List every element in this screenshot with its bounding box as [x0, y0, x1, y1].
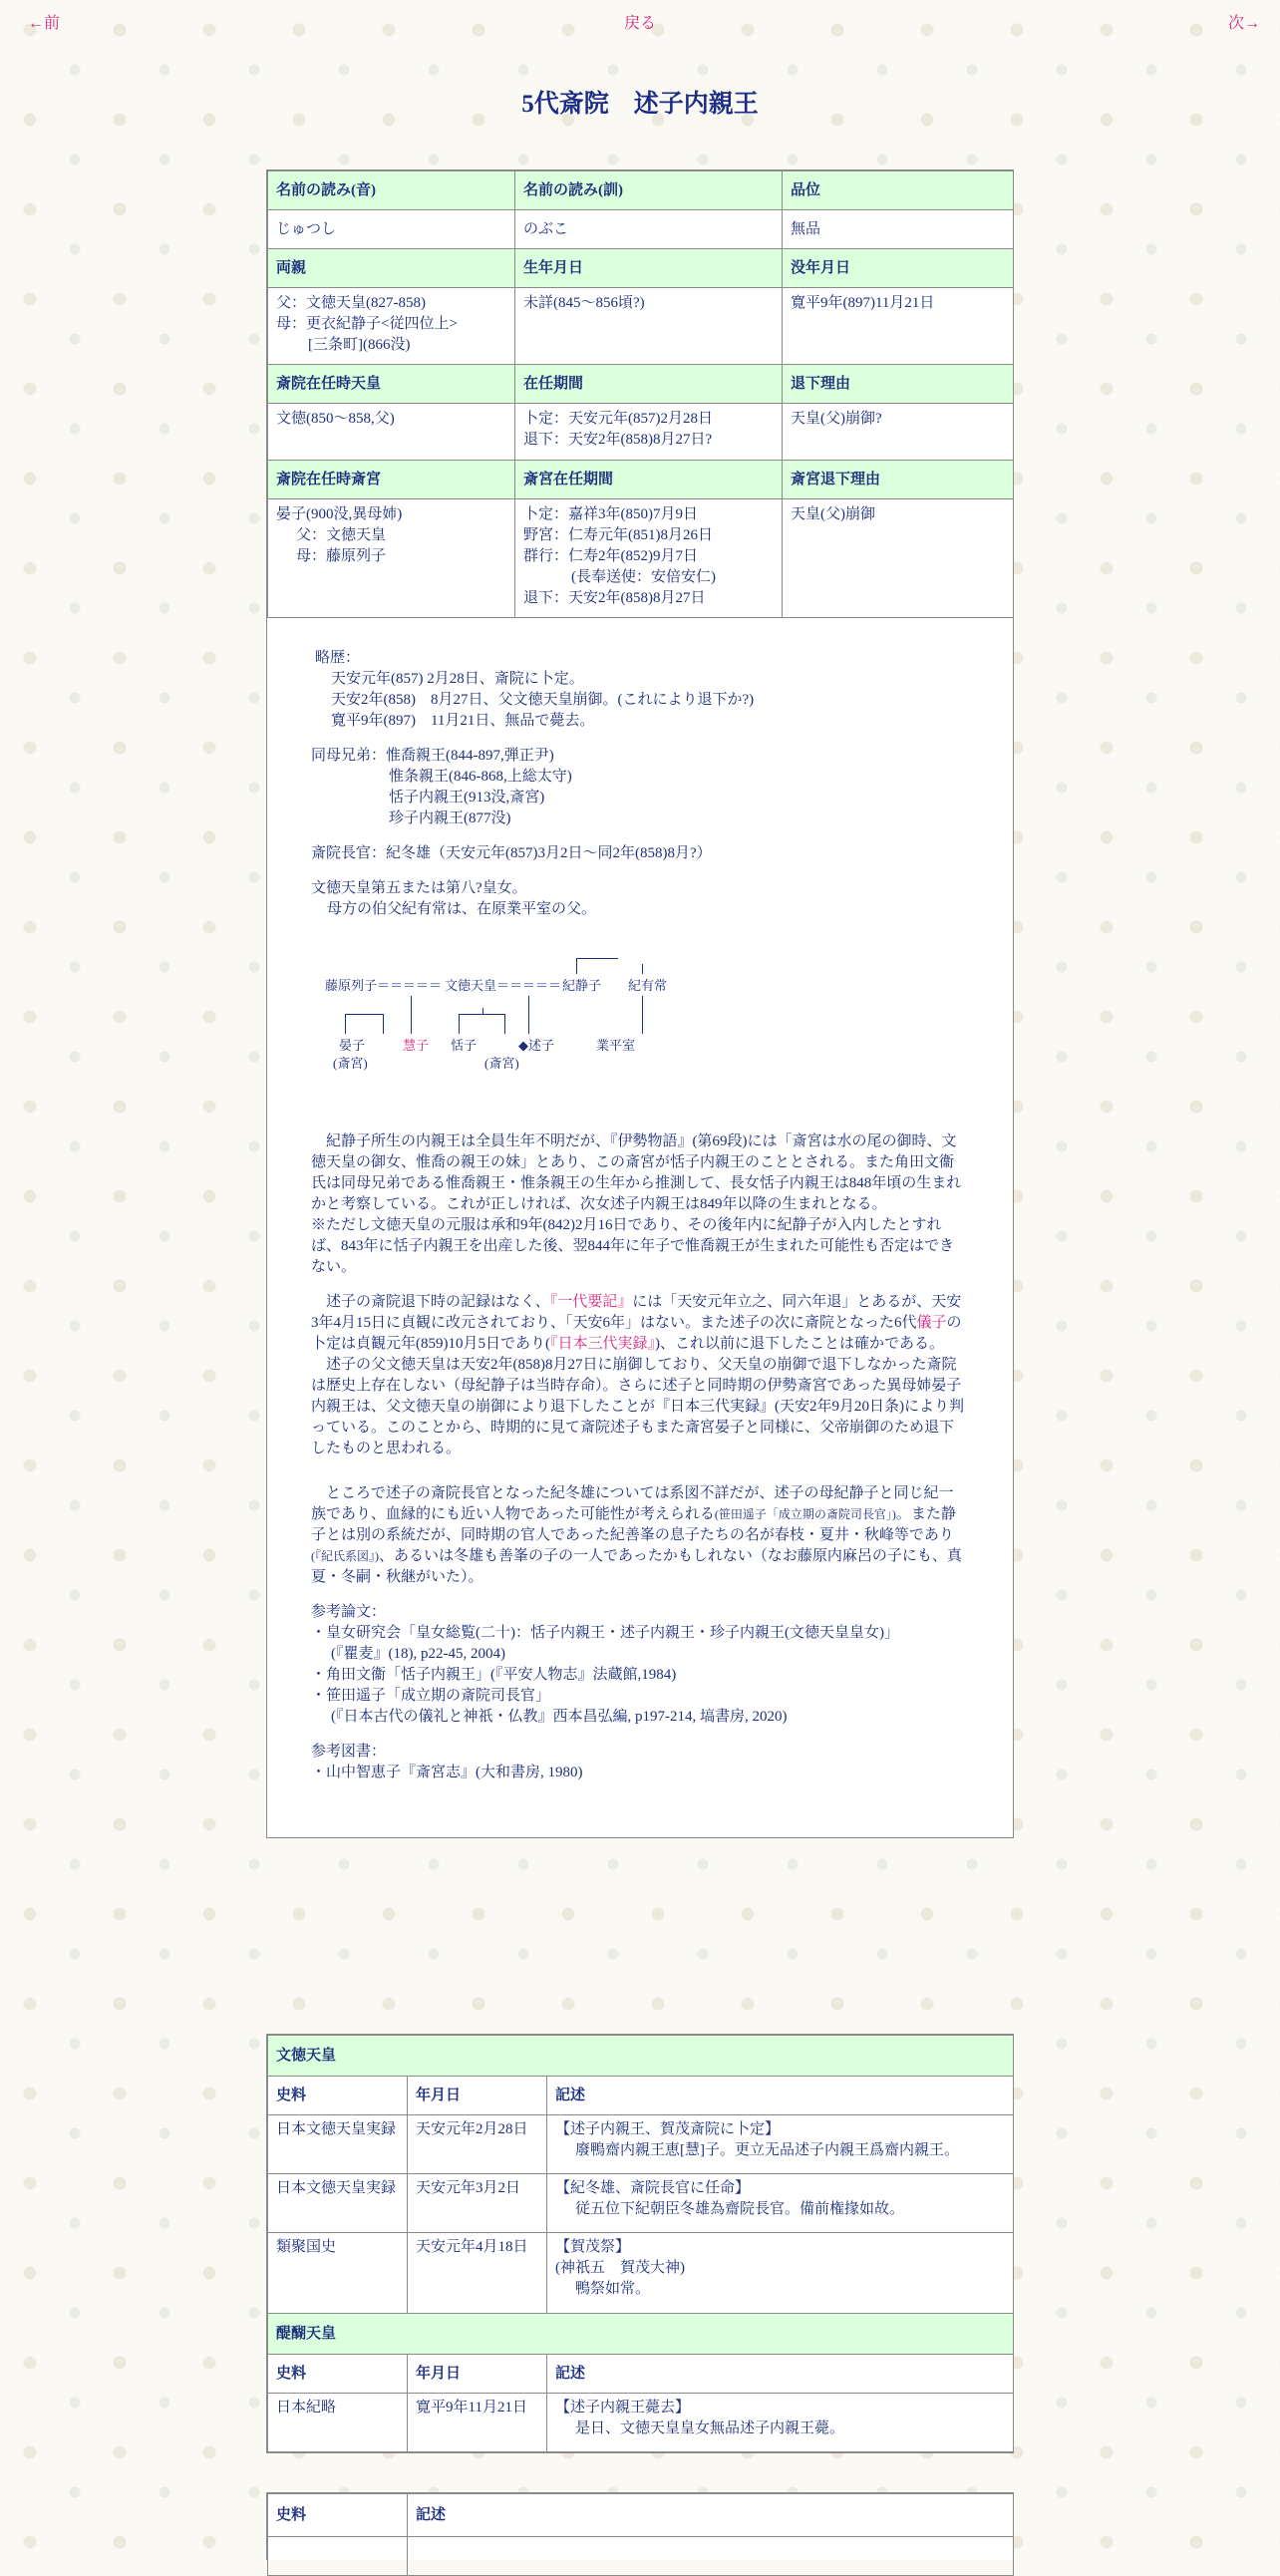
sibling-4: 珍子内親王(877没) [389, 810, 511, 826]
rank: 無品 [783, 210, 1014, 249]
genea-anshi-note: (斎宮) [333, 1056, 368, 1071]
back-link[interactable]: 戻る [623, 15, 656, 32]
genea-tenshi: 恬子 [451, 1038, 478, 1053]
header-parents: 両親 [268, 249, 515, 288]
profile-box [266, 169, 1014, 1838]
profile-table [267, 170, 1014, 618]
col-source: 史料 [268, 2077, 408, 2115]
record-source: 日本紀略 [268, 2394, 408, 2452]
col-date-2: 年月日 [408, 2355, 547, 2394]
reference-2: ・角田文衞「恬子内親王」(『平安人物志』法蔵館,1984) [311, 1667, 677, 1683]
sources-box [266, 2492, 1014, 2560]
table-row [268, 2394, 1014, 2452]
saigu-period-2: 野宮：仁寿元年(851)8月26日 [523, 527, 713, 543]
emperor: 文徳(850～858,父) [268, 404, 515, 461]
header-reason: 退下理由 [783, 365, 1014, 404]
header-birth: 生年月日 [515, 249, 783, 288]
saigu-period-5: 退下：天安2年(858)8月27日 [523, 590, 706, 606]
sibling-2: 惟条親王(846-868,上総太守) [389, 769, 572, 785]
reference-3-source: (『日本古代の儀礼と神祇・仏教』西本昌弘編, p197-214, 塙書房, 2020) [331, 1709, 788, 1725]
genealogy-diagram [311, 958, 967, 1108]
books-heading: 参考図書： [311, 1744, 387, 1760]
header-reading-on: 名前の読み(音) [268, 171, 515, 210]
death-date: 寛平9年(897)11月21日 [783, 288, 1014, 365]
header-rank: 品位 [783, 171, 1014, 210]
genea-aritsune: 紀有常 [628, 978, 668, 993]
genea-jutsushi: ◆述子 [518, 1038, 554, 1053]
period-cell [515, 404, 783, 461]
career-3: 寛平9年(897) 11月21日、無品で薨去。 [331, 713, 595, 729]
header-saigu: 斎院在任時斎宮 [268, 461, 515, 499]
record-desc: 【紀冬雄、斎院長官に任命】 従五位下紀朝臣冬雄為齋院長官。備前権掾如故。 [547, 2174, 1014, 2233]
saigu-reason: 天皇(父)崩御 [783, 499, 1014, 618]
genea-kinoshizuko: 紀静子 [562, 978, 602, 993]
header-reading-kun: 名前の読み(訓) [515, 171, 783, 210]
book-1: ・山中智恵子『斎宮志』(大和書房, 1980) [311, 1765, 583, 1780]
ref-sasada: (笹田遥子「成立期の斎院司長官」) [714, 1507, 896, 1521]
paragraph-1: 紀静子所生の内親王は全員生年不明だが、『伊勢物語』(第69段)には「斎宮は水の尾の御時、文徳天皇の御女、惟喬の親王の妹」とあり、この斎宮が恬子内親王のこととされる。また角田文衞氏は同母兄弟である惟喬親王・惟条親王の生年から推測して、長女恬子内親王は848年頃の生まれかと考察している。これが正しければ、次女述子内親王は849年以降の生まれとなる。 [311, 1133, 962, 1212]
saigu-period-4: (長奉送使：安倍安仁) [571, 569, 716, 585]
record-source: 類聚国史 [268, 2233, 408, 2314]
genea-jutsushi-note: (斎宮) [484, 1056, 519, 1071]
father: 父：文徳天皇(827-858) [276, 295, 426, 311]
col-source-2: 史料 [268, 2355, 408, 2394]
record-desc: 【賀茂祭】 (神祇五 賀茂大神) 鴨祭如常。 [547, 2233, 1014, 2314]
emperor-daigo-heading: 醍醐天皇 [268, 2314, 1014, 2355]
saigu-mother: 母：藤原列子 [296, 548, 387, 564]
birth-date: 未詳(845～856頃?) [515, 288, 783, 365]
saigu-period-1: 卜定：嘉祥3年(850)7月9日 [523, 506, 698, 522]
paragraph-3: 述子の父文徳天皇は天安2年(858)8月27日に崩御しており、父天皇の崩御で退下しなかった斎院は歴史上存在しない（母紀静子は当時存命）。さらに述子と同時期の伊勢斎宮であった異母姉晏子内親王は、父文徳天皇の崩御により退下したことが『日本三代実録』(天安2年9月20日条)により判っている。このことから、時期的に見て斎院述子もまた斎宮晏子と同様に、父帝崩御のため退下したものと思われる。 [311, 1357, 964, 1456]
parents-cell [268, 288, 515, 365]
col-desc: 記述 [547, 2077, 1014, 2115]
saigu-name: 晏子(900没,異母姉) [276, 506, 403, 522]
page-title: 5代斎院 述子内親王 [521, 91, 759, 118]
career-2: 天安2年(858) 8月27日、父文徳天皇崩御。(これにより退下か?) [331, 692, 755, 708]
sandai-jitsuroku-link[interactable]: 『日本三代実録』 [550, 1336, 656, 1352]
records-table [267, 2035, 1014, 2452]
col-desc-2: 記述 [547, 2355, 1014, 2394]
references-heading: 参考論文： [311, 1604, 387, 1620]
record-desc: 【述子内親王、賀茂斎院に卜定】 廢鴨齋内親王恵[慧]子。更立无品述子内親王爲齋内親王。 [547, 2115, 1014, 2174]
paragraph-2: 述子の斎院退下時の記録はなく、『一代要記』には「天安元年立之、同六年退」とあるが、天安3年4月15日に貞観に改元されており、「天安6年」はない。また述子の次に斎院となった6代儀子の卜定は貞観元年(859)10月5日であり(『日本三代実録』)、これ以前に退下したことは確かである。 [311, 1294, 962, 1352]
sibling-1: 惟喬親王(844-897,弾正尹) [386, 748, 554, 764]
header-death: 没年月日 [783, 249, 1014, 288]
career-1: 天安元年(857) 2月28日、斎院に卜定。 [331, 671, 584, 687]
record-date: 天安元年4月18日 [408, 2233, 547, 2314]
next-link[interactable]: 次→ [1227, 15, 1260, 32]
career-heading: 略歴： [315, 650, 361, 666]
genea-keishi-link[interactable]: 慧子 [403, 1038, 430, 1053]
reference-1-source: (『瞿麦』(18), p22-45, 2004) [331, 1646, 505, 1662]
reading-on: じゅつし [268, 210, 515, 249]
genea-eq1: ＝＝＝＝＝ [377, 978, 443, 993]
retire-reason: 天皇(父)崩御? [783, 404, 1014, 461]
table-row [268, 2233, 1014, 2314]
prev-link[interactable]: ←前 [28, 15, 61, 32]
record-source: 日本文徳天皇実録 [268, 2115, 408, 2174]
reference-1: ・皇女研究会「皇女総覧(二十)：恬子内親王・述子内親王・珍子内親王(文徳天皇皇女)」 [311, 1625, 899, 1641]
period-start: 卜定：天安元年(857)2月28日 [523, 411, 713, 427]
records-box [266, 2034, 1014, 2453]
gishi-link[interactable]: 儀子 [916, 1315, 947, 1331]
header-saigu-period: 斎宮在任期間 [515, 461, 783, 499]
sources-col-source: 史料 [268, 2494, 408, 2537]
genea-eq2: ＝＝＝＝＝ [496, 978, 562, 993]
sibling-3: 恬子内親王(913没,斎宮) [389, 790, 545, 805]
biography [267, 618, 1013, 1837]
header-saigu-reason: 斎宮退下理由 [783, 461, 1014, 499]
table-row [268, 2174, 1014, 2233]
genea-montoku: 文徳天皇 [445, 978, 497, 993]
siblings-heading: 同母兄弟： [311, 748, 387, 764]
mother: 母：更衣紀静子<従四位上> [276, 316, 458, 332]
record-desc: 【述子内親王薨去】 是日、文徳天皇皇女無品述子内親王薨。 [547, 2394, 1014, 2452]
col-date: 年月日 [408, 2077, 547, 2115]
saigu-father: 父：文徳天皇 [296, 527, 387, 543]
paragraph-1-note: ※ただし文徳天皇の元服は承和9年(842)2月16日であり、その後年内に紀静子が入内したとすれば、843年に恬子内親王を出産した後、翌844年に年子で惟喬親王が生まれた可能性も否定はできない。 [311, 1217, 955, 1275]
genea-narihira: 業平室 [596, 1038, 636, 1053]
chief-officer: 斎院長官：紀冬雄（天安元年(857)3月2日～同2年(858)8月?） [311, 845, 712, 861]
record-date: 天安元年3月2日 [408, 2174, 547, 2233]
genea-fujiwara: 藤原列子 [325, 978, 378, 993]
sources-col-desc: 記述 [408, 2494, 1014, 2537]
description-1: 文徳天皇第五または第八?皇女。 [311, 880, 527, 896]
ref-kishi: (『紀氏系図』) [311, 1549, 379, 1563]
paragraph-4: ところで述子の斎院長官となった紀冬雄については系図不詳だが、述子の母紀静子と同じ紀一族であり、血縁的にも近い人物であった可能性が考えられる(笹田遥子「成立期の斎院司長官」)。また静子とは別の系統だが、同時期の官人であった紀善峯の息子たちの名が春枝・夏井・秋峰等であり(『紀氏系図』)、あるいは冬雄も善峯の子の一人であったかもしれない（なお藤原内麻呂の子にも、真夏・冬嗣・秋継がいた）。 [311, 1485, 962, 1585]
saigu-period-3: 群行：仁寿2年(852)9月7日 [523, 548, 698, 564]
record-date: 天安元年2月28日 [408, 2115, 547, 2174]
table-row [268, 2115, 1014, 2174]
reading-kun: のぶこ [515, 210, 783, 249]
record-date: 寛平9年11月21日 [408, 2394, 547, 2452]
emperor-montoku-heading: 文徳天皇 [268, 2036, 1014, 2077]
saigu-period-cell [515, 499, 783, 618]
period-end: 退下：天安2年(858)8月27日? [523, 432, 713, 448]
header-emperor: 斎院在任時天皇 [268, 365, 515, 404]
description-2: 母方の伯父紀有常は、在原業平室の父。 [327, 901, 597, 917]
ichidai-yoki-link[interactable]: 『一代要記』 [549, 1294, 633, 1310]
sources-table [267, 2493, 1014, 2576]
reference-3: ・笹田遥子「成立期の斎院司長官」 [311, 1688, 551, 1704]
header-period: 在任期間 [515, 365, 783, 404]
genea-anshi: 晏子 [339, 1038, 366, 1053]
record-source: 日本文徳天皇実録 [268, 2174, 408, 2233]
mother-note: [三条町](866没) [308, 337, 411, 353]
saigu-cell [268, 499, 515, 618]
